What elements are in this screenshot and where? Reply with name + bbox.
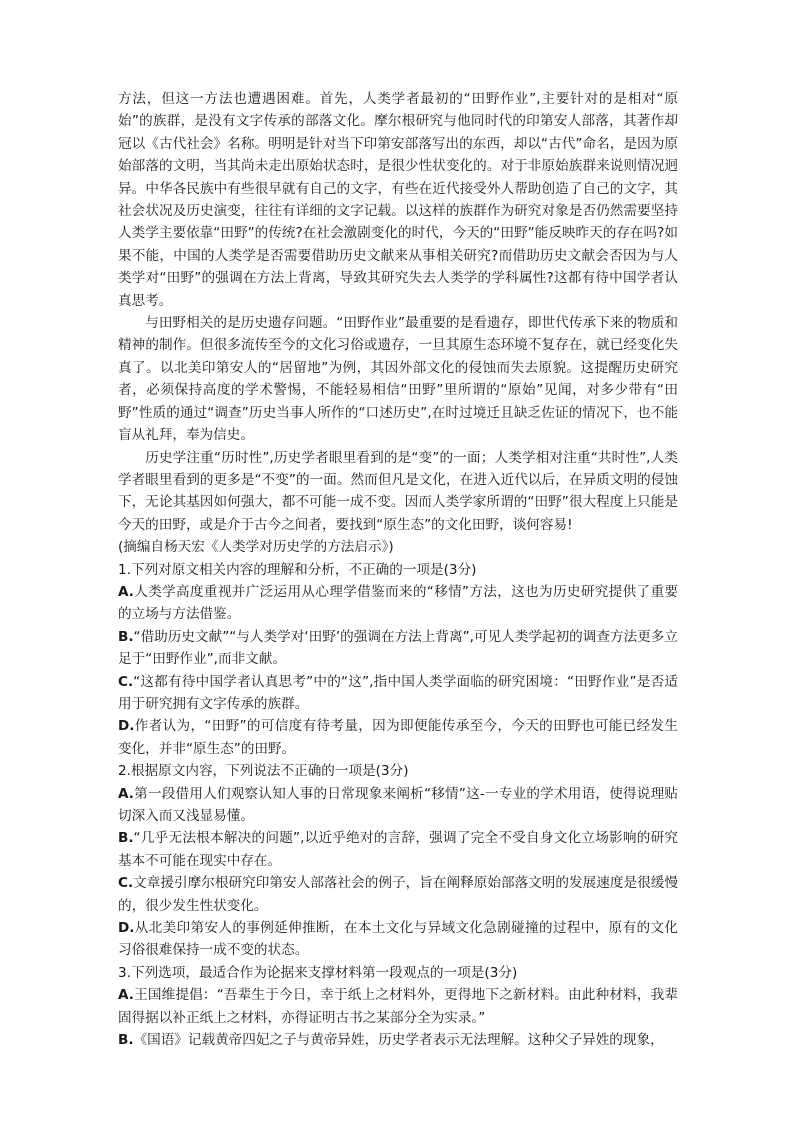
option-text: 文章援引摩尔根研究印第安人部落社会的例子，旨在阐释原始部落文明的发展速度是很缓慢的，很少发生性状变化。 bbox=[118, 875, 678, 914]
paragraph-1: 方法，但这一方法也遭遇困难。首先，人类学者最初的“田野作业”,主要针对的是相对“原始”的族群，是没有文字传承的部落文化。摩尔根研究与他同时代的印第安人部落，其著作却冠以《古代社会》名称。明明是针对当下印第安部落写出的东西，却以“古代”命名，是因为原始部落的文明，当其尚未走出原始状态时，是很少性状变化的。对于非原始族群来说则情况迥异。中华各民族中有些很早就有自己的文字，有些在近代接受外人帮助创造了自己的文字，其社会状况及历史演变，往往有详细的文字记载。以这样的族群作为研究对象是否仍然需要坚持人类学主要依靠“田野”的传统?在社会激剧变化的时代，今天的“田野”能反映昨天的存在吗?如果不能，中国的人类学是否需要借助历史文献来从事相关研究?而借助历史文献会否因为与人类学对“田野”的强调在方法上背离，导致其研究失去人类学的学科属性?这都有待中国学者认真思考。 bbox=[118, 91, 678, 309]
option-text: 王国维提倡：“吾辈生于今日，幸于纸上之材料外，更得地下之新材料。由此种材料，我辈固得据以补正纸上之材料，亦得证明古书之某部分全为实录。” bbox=[118, 987, 678, 1026]
question-1-stem: 1.下列对原文相关内容的理解和分析，不正确的一项是(3分) bbox=[118, 561, 477, 578]
question-3-option-a bbox=[118, 984, 678, 1029]
option-label: B. bbox=[118, 1032, 134, 1049]
question-2-option-d bbox=[118, 917, 678, 962]
option-text: 第一段借用人们观察认知人事的日常现象来阐析“移情”这-一专业的学术用语，使得说理贴切深入而又浅显易懂。 bbox=[118, 785, 678, 824]
question-2-option-a bbox=[118, 783, 678, 828]
question-3-option-b bbox=[118, 1029, 678, 1051]
question-1-option-d bbox=[118, 715, 678, 760]
option-text: 《国语》记载黄帝四妃之子与黄帝异姓，历史学者表示无法理解。这种父子异姓的现象， bbox=[133, 1032, 664, 1049]
option-label: A. bbox=[118, 987, 134, 1004]
option-text: 从北美印第安人的事例延伸推断，在本土文化与异域文化急剧碰撞的过程中，原有的文化习俗很难保持一成不变的状态。 bbox=[118, 920, 678, 959]
option-label: D. bbox=[118, 920, 135, 937]
option-label: B. bbox=[118, 628, 134, 645]
source-citation: (摘编自杨天宏《人类学对历史学的方法启示》) bbox=[118, 539, 394, 556]
option-text: “借助历史文献”“与人类学对‘田野’的强调在方法上背离”,可见人类学起初的调查方法更多立足于“田野作业”,而非文献。 bbox=[118, 628, 678, 668]
option-text: 人类学高度重视并广泛运用从心理学借鉴而来的“移情”方法，这也为历史研究提供了重要的立场与方法借鉴。 bbox=[118, 583, 678, 623]
question-2-option-b bbox=[118, 827, 678, 872]
paragraph-3: 历史学注重“历时性”,历史学者眼里看到的是“变”的一面；人类学相对注重“共时性”,人类学者眼里看到的更多是“不变”的一面。然而但凡是文化，在进入近代以后，在异质文明的侵蚀下，无论其基因如何强大，都不可能一成不变。因而人类学家所谓的“田野”很大程度上只能是今天的田野，或是介于古今之间者，要找到“原生态”的文化田野，谈何容易! bbox=[118, 449, 678, 533]
option-text: 作者认为，“田野”的可信度有待考量，因为即便能传承至今，今天的田野也可能已经发生变化，并非“原生态”的田野。 bbox=[118, 718, 678, 757]
question-2-option-c bbox=[118, 872, 678, 917]
option-label: B. bbox=[118, 830, 134, 847]
document-page bbox=[118, 88, 678, 1051]
option-label: C. bbox=[118, 875, 134, 892]
paragraph-2: 与田野相关的是历史遗存问题。“田野作业”最重要的是看遗存，即世代传承下来的物质和精神的制作。但很多流传至今的文化习俗或遗存，一旦其原生态环境不复存在，就已经变化失真了。以北美印第安人的“居留地”为例，其因外部文化的侵蚀而失去原貌。这提醒历史研究者，必须保持高度的学术警惕，不能轻易相信“田野”里所谓的“原始”见闻，对多少带有“田野”性质的通过“调查”历史当事人所作的“口述历史”,在时过境迁且缺乏佐证的情况下，也不能盲从礼拜，奉为信史。 bbox=[118, 315, 678, 444]
option-label: A. bbox=[118, 583, 134, 600]
question-1-option-a bbox=[118, 581, 678, 626]
option-text: “几乎无法根本解决的问题”,以近乎绝对的言辞，强调了完全不受自身文化立场影响的研究基本不可能在现实中存在。 bbox=[118, 830, 678, 869]
question-1-option-b bbox=[118, 626, 678, 671]
question-3-stem: 3.下列选项，最适合作为论据来支撑材料第一段观点的一项是(3分) bbox=[118, 964, 518, 981]
question-2-stem: 2.根据原文内容，下列说法不正确的一项是(3分) bbox=[118, 763, 409, 780]
option-label: D. bbox=[118, 718, 135, 735]
question-1-option-c bbox=[118, 671, 678, 716]
option-text: “这都有待中国学者认真思考”中的“这”,指中国人类学面临的研究困境：“田野作业”是否适用于研究拥有文字传承的族群。 bbox=[118, 673, 678, 712]
option-label: A. bbox=[118, 785, 134, 802]
option-label: C. bbox=[118, 673, 134, 690]
